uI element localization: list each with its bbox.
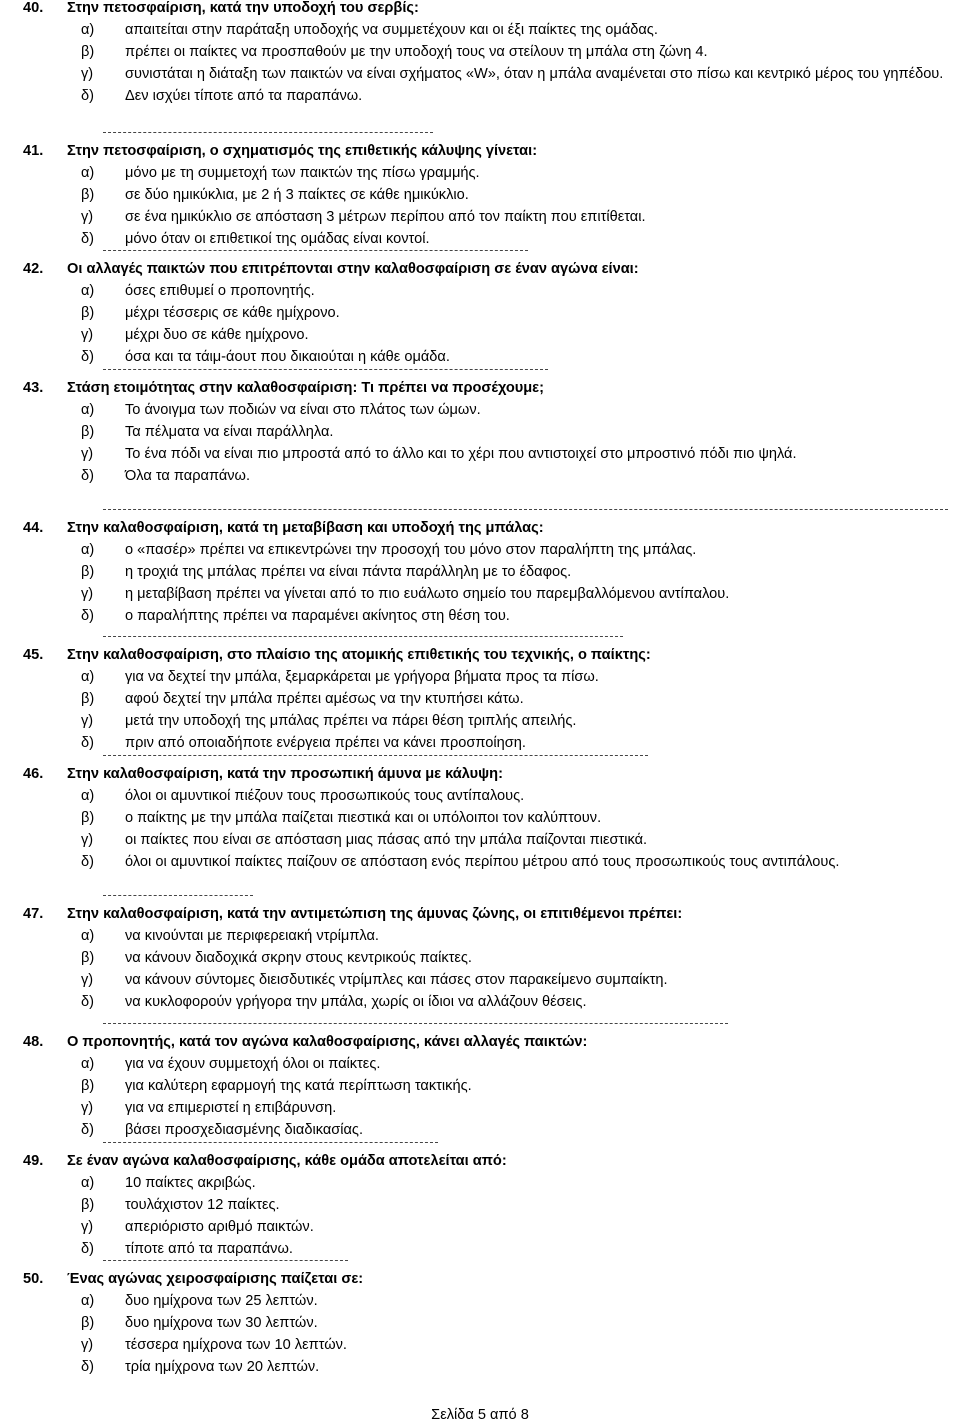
- option-text: όσα και τα τάιμ-άουτ που δικαιούται η κάθε ομάδα.: [125, 348, 450, 365]
- option-letter: γ): [81, 326, 94, 343]
- question-separator: [103, 509, 948, 510]
- question-text: Στάση ετοιμότητας στην καλαθοσφαίριση: Τι πρέπει να προσέχουμε;: [67, 380, 544, 396]
- question-heading: [23, 1269, 953, 1291]
- option-text: όλοι οι αμυντικοί παίκτες παίζουν σε απόσταση ενός περίπου μέτρου από τους προσωπικούς τους αντιπάλους.: [125, 853, 840, 870]
- answer-option: [23, 20, 953, 42]
- question-text: Στην καλαθοσφαίριση, κατά την προσωπική άμυνα με κάλυψη:: [67, 766, 503, 782]
- question-text: Στην καλαθοσφαίριση, κατά τη μεταβίβαση και υποδοχή της μπάλας:: [67, 520, 544, 536]
- option-text: Όλα τα παραπάνω.: [125, 467, 251, 484]
- question-number: 44.: [23, 520, 44, 536]
- question-number: 40.: [23, 0, 44, 16]
- option-text: μέχρι τέσσερις σε κάθε ημίχρονο.: [125, 304, 340, 321]
- answer-option: [23, 1173, 953, 1195]
- option-letter: α): [81, 1174, 95, 1191]
- option-letter: α): [81, 787, 95, 804]
- option-text: τουλάχιστον 12 παίκτες.: [125, 1196, 280, 1213]
- question-number: 42.: [23, 261, 44, 277]
- option-text: η τροχιά της μπάλας πρέπει να είναι πάντα παράλληλη με το έδαφος.: [125, 563, 572, 580]
- option-letter: γ): [81, 208, 94, 225]
- question-text: Στην καλαθοσφαίριση, κατά την αντιμετώπιση της άμυνας ζώνης, οι επιτιθέμενοι πρέπει:: [67, 906, 683, 922]
- option-text: Δεν ισχύει τίποτε από τα παραπάνω.: [125, 87, 363, 104]
- option-letter: β): [81, 1077, 95, 1094]
- option-text: Τα πέλματα να είναι παράλληλα.: [125, 423, 334, 440]
- option-text: πρέπει οι παίκτες να προσπαθούν με την υποδοχή τους να στείλουν τη μπάλα στη ζώνη 4.: [125, 43, 708, 60]
- option-text: βάσει προσχεδιασμένης διαδικασίας.: [125, 1121, 364, 1138]
- option-text: συνιστάται η διάταξη των παικτών να είναι σχήματος «W», όταν η μπάλα αναμένεται στο πίσω και κεντρικό μέρος του γηπέδου.: [125, 65, 944, 82]
- question-text: Σε έναν αγώνα καλαθοσφαίρισης, κάθε ομάδα αποτελείται από:: [67, 1153, 507, 1169]
- question-heading: [23, 378, 953, 400]
- page-footer: [0, 1405, 960, 1427]
- option-text: να κάνουν διαδοχικά σκρην στους κεντρικούς παίκτες.: [125, 949, 472, 966]
- option-text: για να δεχτεί την μπάλα, ξεμαρκάρεται με γρήγορα βήματα προς τα πίσω.: [125, 668, 599, 685]
- option-letter: δ): [81, 993, 94, 1010]
- option-text: για να έχουν συμμετοχή όλοι οι παίκτες.: [125, 1055, 381, 1072]
- option-letter: β): [81, 690, 95, 707]
- question-separator: [103, 369, 548, 370]
- question-separator: [103, 132, 433, 133]
- option-text: απαιτείται στην παράταξη υποδοχής να συμμετέχουν και οι έξι παίκτες της ομάδας.: [125, 21, 658, 38]
- question-number: 43.: [23, 380, 44, 396]
- option-letter: δ): [81, 1358, 94, 1375]
- question-number: 47.: [23, 906, 44, 922]
- option-letter: γ): [81, 65, 94, 82]
- option-letter: β): [81, 809, 95, 826]
- answer-option: [23, 786, 953, 808]
- question-heading: [23, 1032, 953, 1054]
- answer-option: [23, 42, 953, 64]
- option-text: αφού δεχτεί την μπάλα πρέπει αμέσως να την κτυπήσει κάτω.: [125, 690, 524, 707]
- option-text: 10 παίκτες ακριβώς.: [125, 1174, 256, 1191]
- answer-option: [23, 86, 953, 108]
- option-text: όλοι οι αμυντικοί πιέζουν τους προσωπικούς τους αντίπαλους.: [125, 787, 525, 804]
- question-heading: [23, 141, 953, 163]
- option-text: δυο ημίχρονα των 25 λεπτών.: [125, 1292, 318, 1309]
- option-letter: α): [81, 927, 95, 944]
- question-45: [23, 645, 953, 755]
- option-text: μόνο με τη συμμετοχή των παικτών της πίσω γραμμής.: [125, 164, 480, 181]
- option-text: μόνο όταν οι επιθετικοί της ομάδας είναι κοντοί.: [125, 230, 430, 247]
- answer-option: [23, 1217, 953, 1239]
- answer-option: [23, 1335, 953, 1357]
- question-heading: [23, 764, 953, 786]
- page-number-label: Σελίδα 5 από 8: [431, 1407, 529, 1423]
- question-44: [23, 518, 953, 628]
- question-separator: [103, 1142, 438, 1143]
- option-letter: γ): [81, 831, 94, 848]
- answer-option: [23, 992, 953, 1014]
- answer-option: [23, 444, 953, 466]
- answer-option: [23, 1076, 953, 1098]
- answer-option: [23, 1098, 953, 1120]
- answer-option: [23, 1120, 953, 1142]
- option-text: απεριόριστο αριθμό παικτών.: [125, 1218, 314, 1235]
- answer-option: [23, 606, 953, 628]
- question-heading: [23, 518, 953, 540]
- option-letter: γ): [81, 1099, 94, 1116]
- answer-option: [23, 830, 953, 852]
- option-text: να κυκλοφορούν γρήγορα την μπάλα, χωρίς οι ίδιοι να αλλάζουν θέσεις.: [125, 993, 587, 1010]
- answer-option: [23, 1195, 953, 1217]
- option-text: οι παίκτες που είναι σε απόσταση μιας πάσας από την μπάλα παίζονται πιεστικά.: [125, 831, 648, 848]
- option-letter: α): [81, 541, 95, 558]
- question-separator: [103, 755, 648, 756]
- option-letter: δ): [81, 1121, 94, 1138]
- answer-option: [23, 948, 953, 970]
- option-letter: β): [81, 563, 95, 580]
- option-letter: δ): [81, 230, 94, 247]
- option-letter: α): [81, 401, 95, 418]
- answer-option: [23, 852, 953, 874]
- option-letter: γ): [81, 585, 94, 602]
- question-separator: [103, 1260, 348, 1261]
- answer-option: [23, 926, 953, 948]
- option-letter: β): [81, 304, 95, 321]
- question-50: [23, 1269, 953, 1379]
- question-separator: [103, 250, 528, 251]
- option-letter: δ): [81, 853, 94, 870]
- answer-option: [23, 185, 953, 207]
- question-49: [23, 1151, 953, 1261]
- option-letter: α): [81, 668, 95, 685]
- option-text: να κινούνται με περιφερειακή ντρίμπλα.: [125, 927, 379, 944]
- answer-option: [23, 667, 953, 689]
- option-text: μέχρι δυο σε κάθε ημίχρονο.: [125, 326, 309, 343]
- question-48: [23, 1032, 953, 1142]
- option-letter: γ): [81, 971, 94, 988]
- option-letter: α): [81, 21, 95, 38]
- option-letter: δ): [81, 87, 94, 104]
- answer-option: [23, 1239, 953, 1261]
- question-number: 50.: [23, 1271, 44, 1287]
- option-text: τρία ημίχρονα των 20 λεπτών.: [125, 1358, 320, 1375]
- option-text: Το άνοιγμα των ποδιών να είναι στο πλάτος των ώμων.: [125, 401, 481, 418]
- answer-option: [23, 711, 953, 733]
- answer-option: [23, 64, 953, 86]
- option-text: ο παίκτης με την μπάλα παίζεται πιεστικά και οι υπόλοιποι τον καλύπτουν.: [125, 809, 602, 826]
- option-text: να κάνουν σύντομες διεισδυτικές ντρίμπλες και πάσες στον παρακείμενο συμπαίκτη.: [125, 971, 668, 988]
- answer-option: [23, 540, 953, 562]
- option-letter: γ): [81, 1218, 94, 1235]
- question-41: [23, 141, 953, 251]
- option-text: ο παραλήπτης πρέπει να παραμένει ακίνητος στη θέση του.: [125, 607, 510, 624]
- answer-option: [23, 808, 953, 830]
- answer-option: [23, 1291, 953, 1313]
- question-43: [23, 378, 953, 488]
- question-separator: [103, 636, 623, 637]
- option-text: σε δύο ημικύκλια, με 2 ή 3 παίκτες σε κάθε ημικύκλιο.: [125, 186, 469, 203]
- question-47: [23, 904, 953, 1014]
- option-letter: δ): [81, 348, 94, 365]
- question-text: Στην πετοσφαίριση, κατά την υποδοχή του σερβίς:: [67, 0, 419, 16]
- answer-option: [23, 422, 953, 444]
- option-text: για να επιμεριστεί η επιβάρυνση.: [125, 1099, 337, 1116]
- option-text: Το ένα πόδι να είναι πιο μπροστά από το άλλο και το χέρι που αντιστοιχεί στο μπροστινό πόδι πιο ψηλά.: [125, 445, 797, 462]
- option-letter: β): [81, 1196, 95, 1213]
- answer-option: [23, 325, 953, 347]
- option-letter: δ): [81, 467, 94, 484]
- answer-option: [23, 1313, 953, 1335]
- option-text: μετά την υποδοχή της μπάλας πρέπει να πάρει θέση τριπλής απειλής.: [125, 712, 577, 729]
- option-letter: α): [81, 282, 95, 299]
- option-text: σε ένα ημικύκλιο σε απόσταση 3 μέτρων περίπου από τον παίκτη που επιτίθεται.: [125, 208, 646, 225]
- answer-option: [23, 562, 953, 584]
- option-letter: δ): [81, 1240, 94, 1257]
- option-letter: γ): [81, 1336, 94, 1353]
- option-letter: γ): [81, 712, 94, 729]
- answer-option: [23, 229, 953, 251]
- option-letter: α): [81, 1292, 95, 1309]
- answer-option: [23, 163, 953, 185]
- answer-option: [23, 303, 953, 325]
- question-40: [23, 0, 953, 108]
- question-number: 49.: [23, 1153, 44, 1169]
- answer-option: [23, 1054, 953, 1076]
- answer-option: [23, 970, 953, 992]
- question-46: [23, 764, 953, 874]
- answer-option: [23, 281, 953, 303]
- question-text: Ένας αγώνας χειροσφαίρισης παίζεται σε:: [67, 1271, 364, 1287]
- option-letter: β): [81, 1314, 95, 1331]
- question-42: [23, 259, 953, 369]
- question-heading: [23, 0, 953, 20]
- question-heading: [23, 645, 953, 667]
- option-text: δυο ημίχρονα των 30 λεπτών.: [125, 1314, 318, 1331]
- answer-option: [23, 1357, 953, 1379]
- option-letter: δ): [81, 734, 94, 751]
- answer-option: [23, 584, 953, 606]
- option-letter: β): [81, 186, 95, 203]
- option-letter: β): [81, 949, 95, 966]
- question-text: Οι αλλαγές παικτών που επιτρέπονται στην καλαθοσφαίριση σε έναν αγώνα είναι:: [67, 261, 639, 277]
- question-text: Ο προπονητής, κατά τον αγώνα καλαθοσφαίρισης, κάνει αλλαγές παικτών:: [67, 1034, 588, 1050]
- question-number: 41.: [23, 143, 44, 159]
- option-text: ο «πασέρ» πρέπει να επικεντρώνει την προσοχή του μόνο στον παραλήπτη της μπάλας.: [125, 541, 697, 558]
- answer-option: [23, 400, 953, 422]
- option-letter: β): [81, 43, 95, 60]
- option-text: όσες επιθυμεί ο προπονητής.: [125, 282, 315, 299]
- option-letter: δ): [81, 607, 94, 624]
- question-number: 48.: [23, 1034, 44, 1050]
- question-number: 45.: [23, 647, 44, 663]
- option-text: για καλύτερη εφαρμογή της κατά περίπτωση τακτικής.: [125, 1077, 472, 1094]
- option-text: τίποτε από τα παραπάνω.: [125, 1240, 293, 1257]
- option-text: πριν από οποιαδήποτε ενέργεια πρέπει να κάνει προσποίηση.: [125, 734, 526, 751]
- question-heading: [23, 1151, 953, 1173]
- option-letter: γ): [81, 445, 94, 462]
- question-heading: [23, 904, 953, 926]
- option-letter: β): [81, 423, 95, 440]
- option-letter: α): [81, 164, 95, 181]
- option-letter: α): [81, 1055, 95, 1072]
- question-text: Στην καλαθοσφαίριση, στο πλαίσιο της ατομικής επιθετικής του τεχνικής, ο παίκτης:: [67, 647, 651, 663]
- answer-option: [23, 689, 953, 711]
- question-text: Στην πετοσφαίριση, ο σχηματισμός της επιθετικής κάλυψης γίνεται:: [67, 143, 538, 159]
- answer-option: [23, 733, 953, 755]
- question-heading: [23, 259, 953, 281]
- question-separator: [103, 1023, 728, 1024]
- answer-option: [23, 347, 953, 369]
- question-number: 46.: [23, 766, 44, 782]
- option-text: η μεταβίβαση πρέπει να γίνεται από το πιο ευάλωτο σημείο του παρεμβαλλόμενου αντίπαλου.: [125, 585, 730, 602]
- answer-option: [23, 207, 953, 229]
- answer-option: [23, 466, 953, 488]
- question-separator: [103, 895, 253, 896]
- option-text: τέσσερα ημίχρονα των 10 λεπτών.: [125, 1336, 347, 1353]
